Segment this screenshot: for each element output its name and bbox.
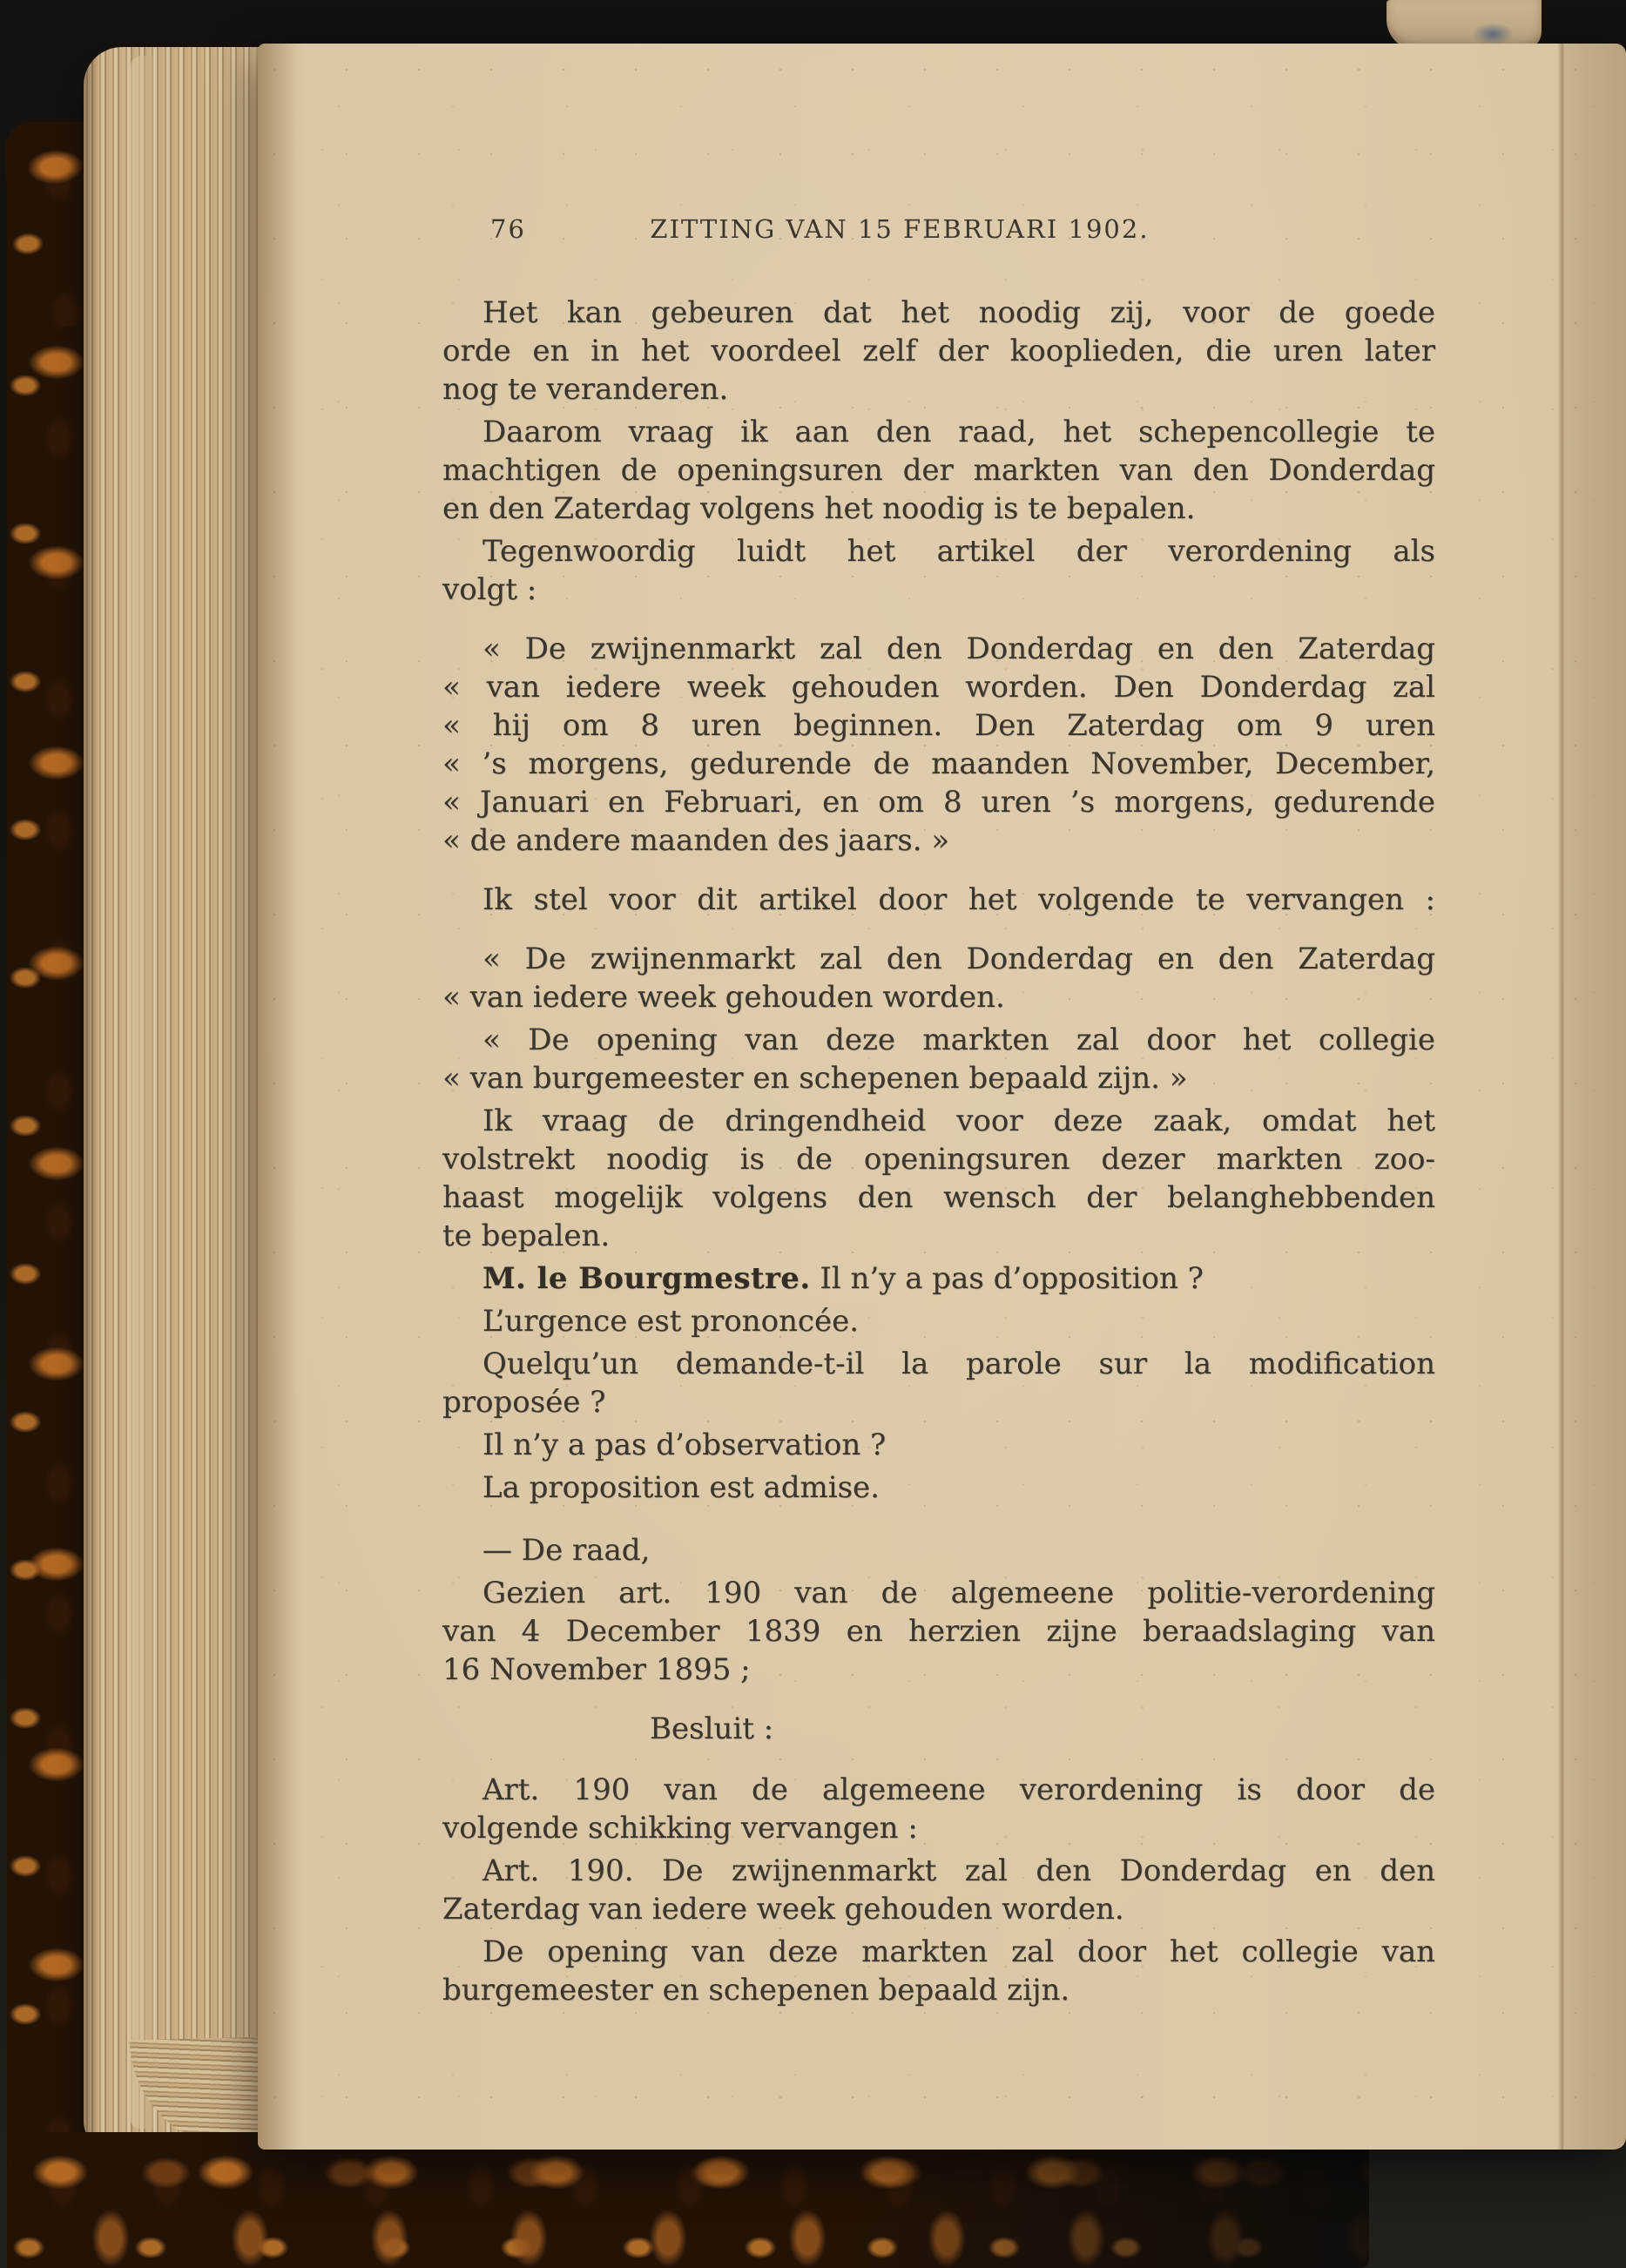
paragraph-body: [442, 1302, 1435, 1340]
paragraph-body: [442, 1468, 1435, 1507]
text-line: Il n’y a pas d’observation ?: [482, 1428, 887, 1462]
text-line: Gezien art. 190 van de algemeene politie-verordening: [482, 1576, 1435, 1610]
page-edge-shadow: [1562, 44, 1626, 2150]
paragraph-body: [442, 1852, 1435, 1928]
text-line: Tegenwoordig luidt het artikel der verordening als: [482, 534, 1435, 569]
text-line: volstrekt noodig is de openingsuren dezer markten zoo-: [442, 1142, 1435, 1177]
text-line: Ik stel voor dit artikel door het volgende te vervangen :: [482, 882, 1435, 917]
text-line: De opening van deze markten zal door het collegie van: [482, 1934, 1435, 1969]
paragraph-body: [442, 1426, 1435, 1464]
text-line: burgemeester en schepenen bepaald zijn.: [442, 1973, 1070, 2008]
text-line: « van iedere week gehouden worden.: [442, 980, 1005, 1015]
text-line: Quelqu’un demande-t-il la parole sur la modification: [482, 1347, 1435, 1381]
text-line: proposée ?: [442, 1385, 606, 1420]
paragraph-body: [442, 1345, 1435, 1421]
paragraph-speaker: [442, 1259, 1435, 1298]
page-title: ZITTING VAN 15 FEBRUARI 1902.: [650, 214, 1150, 244]
paragraph-quote: [442, 630, 1435, 860]
text-line: L’urgence est prononcée.: [482, 1304, 860, 1339]
paragraph-body: [442, 1531, 1435, 1569]
text-line: Daarom vraag ik aan den raad, het schepencollegie te: [482, 415, 1435, 449]
text-line: 16 November 1895 ;: [442, 1652, 751, 1687]
text-line: M. le Bourgmestre. Il n’y a pas d’opposition ?: [482, 1261, 1204, 1296]
text-line: Besluit :: [650, 1711, 774, 1746]
text-line: machtigen de openingsuren der markten van den Donderdag: [442, 453, 1435, 488]
text-line: volgende schikking vervangen :: [442, 1811, 918, 1846]
paragraph-body: [442, 1102, 1435, 1255]
text-line: orde en in het voordeel zelf der kooplieden, die uren later: [442, 334, 1435, 368]
page-stack-step: [131, 56, 153, 2129]
paragraph-body: [442, 881, 1435, 919]
text-line: « De zwijnenmarkt zal den Donderdag en den Zaterdag: [482, 631, 1435, 666]
text-line: Zaterdag van iedere week gehouden worden.: [442, 1892, 1124, 1927]
text-line: « De zwijnenmarkt zal den Donderdag en den Zaterdag: [482, 942, 1435, 976]
text-line: « ’s morgens, gedurende de maanden November, December,: [442, 746, 1435, 781]
paragraph-body: [442, 1933, 1435, 2009]
text-line: Art. 190. De zwijnenmarkt zal den Donderdag en den: [482, 1853, 1435, 1888]
text-line: « van burgemeester en schepenen bepaald zijn. »: [442, 1061, 1188, 1096]
text-line: en den Zaterdag volgens het noodig is te bepalen.: [442, 491, 1196, 526]
paragraph-body: [442, 1574, 1435, 1689]
text-line: — De raad,: [482, 1533, 651, 1568]
text-line: « van iedere week gehouden worden. Den Donderdag zal: [442, 670, 1435, 705]
text-line: volgt :: [442, 572, 537, 607]
book-page: [258, 44, 1626, 2150]
text-line: La proposition est admise.: [482, 1470, 880, 1505]
paragraph-quote: [442, 940, 1435, 1016]
text-line: Het kan gebeuren dat het noodig zij, voor de goede: [482, 295, 1435, 330]
text-line: « De opening van deze markten zal door het collegie: [482, 1023, 1435, 1057]
paragraph-body: [442, 413, 1435, 528]
text-line: te bepalen.: [442, 1218, 611, 1253]
book-cover-leather-bottom: [10, 2132, 1369, 2268]
text-line: Ik vraag de dringendheid voor deze zaak, omdat het: [482, 1104, 1435, 1138]
speaker-name: M. le Bourgmestre.: [482, 1261, 811, 1296]
paragraph-quote: [442, 1021, 1435, 1097]
text-line: « Januari en Februari, en om 8 uren ’s morgens, gedurende: [442, 785, 1435, 820]
running-head: [442, 214, 1435, 253]
page-stack-edges: [84, 47, 265, 2148]
book-cover-leather-left: [7, 122, 94, 2268]
body-text: [442, 289, 1435, 2009]
page-number: 76: [490, 214, 526, 244]
paragraph-body: [442, 1771, 1435, 1847]
text-line: van 4 December 1839 en herzien zijne beraadslaging van: [442, 1614, 1435, 1649]
paragraph-centered: [442, 1710, 1435, 1748]
text-line: haast mogelijk volgens den wensch der belanghebbenden: [442, 1180, 1435, 1215]
text-line: Art. 190 van de algemeene verordening is door de: [482, 1772, 1435, 1807]
text-line: « de andere maanden des jaars. »: [442, 823, 950, 858]
text-line: nog te veranderen.: [442, 372, 729, 407]
text-line: « hij om 8 uren beginnen. Den Zaterdag om 9 uren: [442, 708, 1435, 743]
paragraph-body: [442, 294, 1435, 408]
paragraph-body: [442, 532, 1435, 609]
